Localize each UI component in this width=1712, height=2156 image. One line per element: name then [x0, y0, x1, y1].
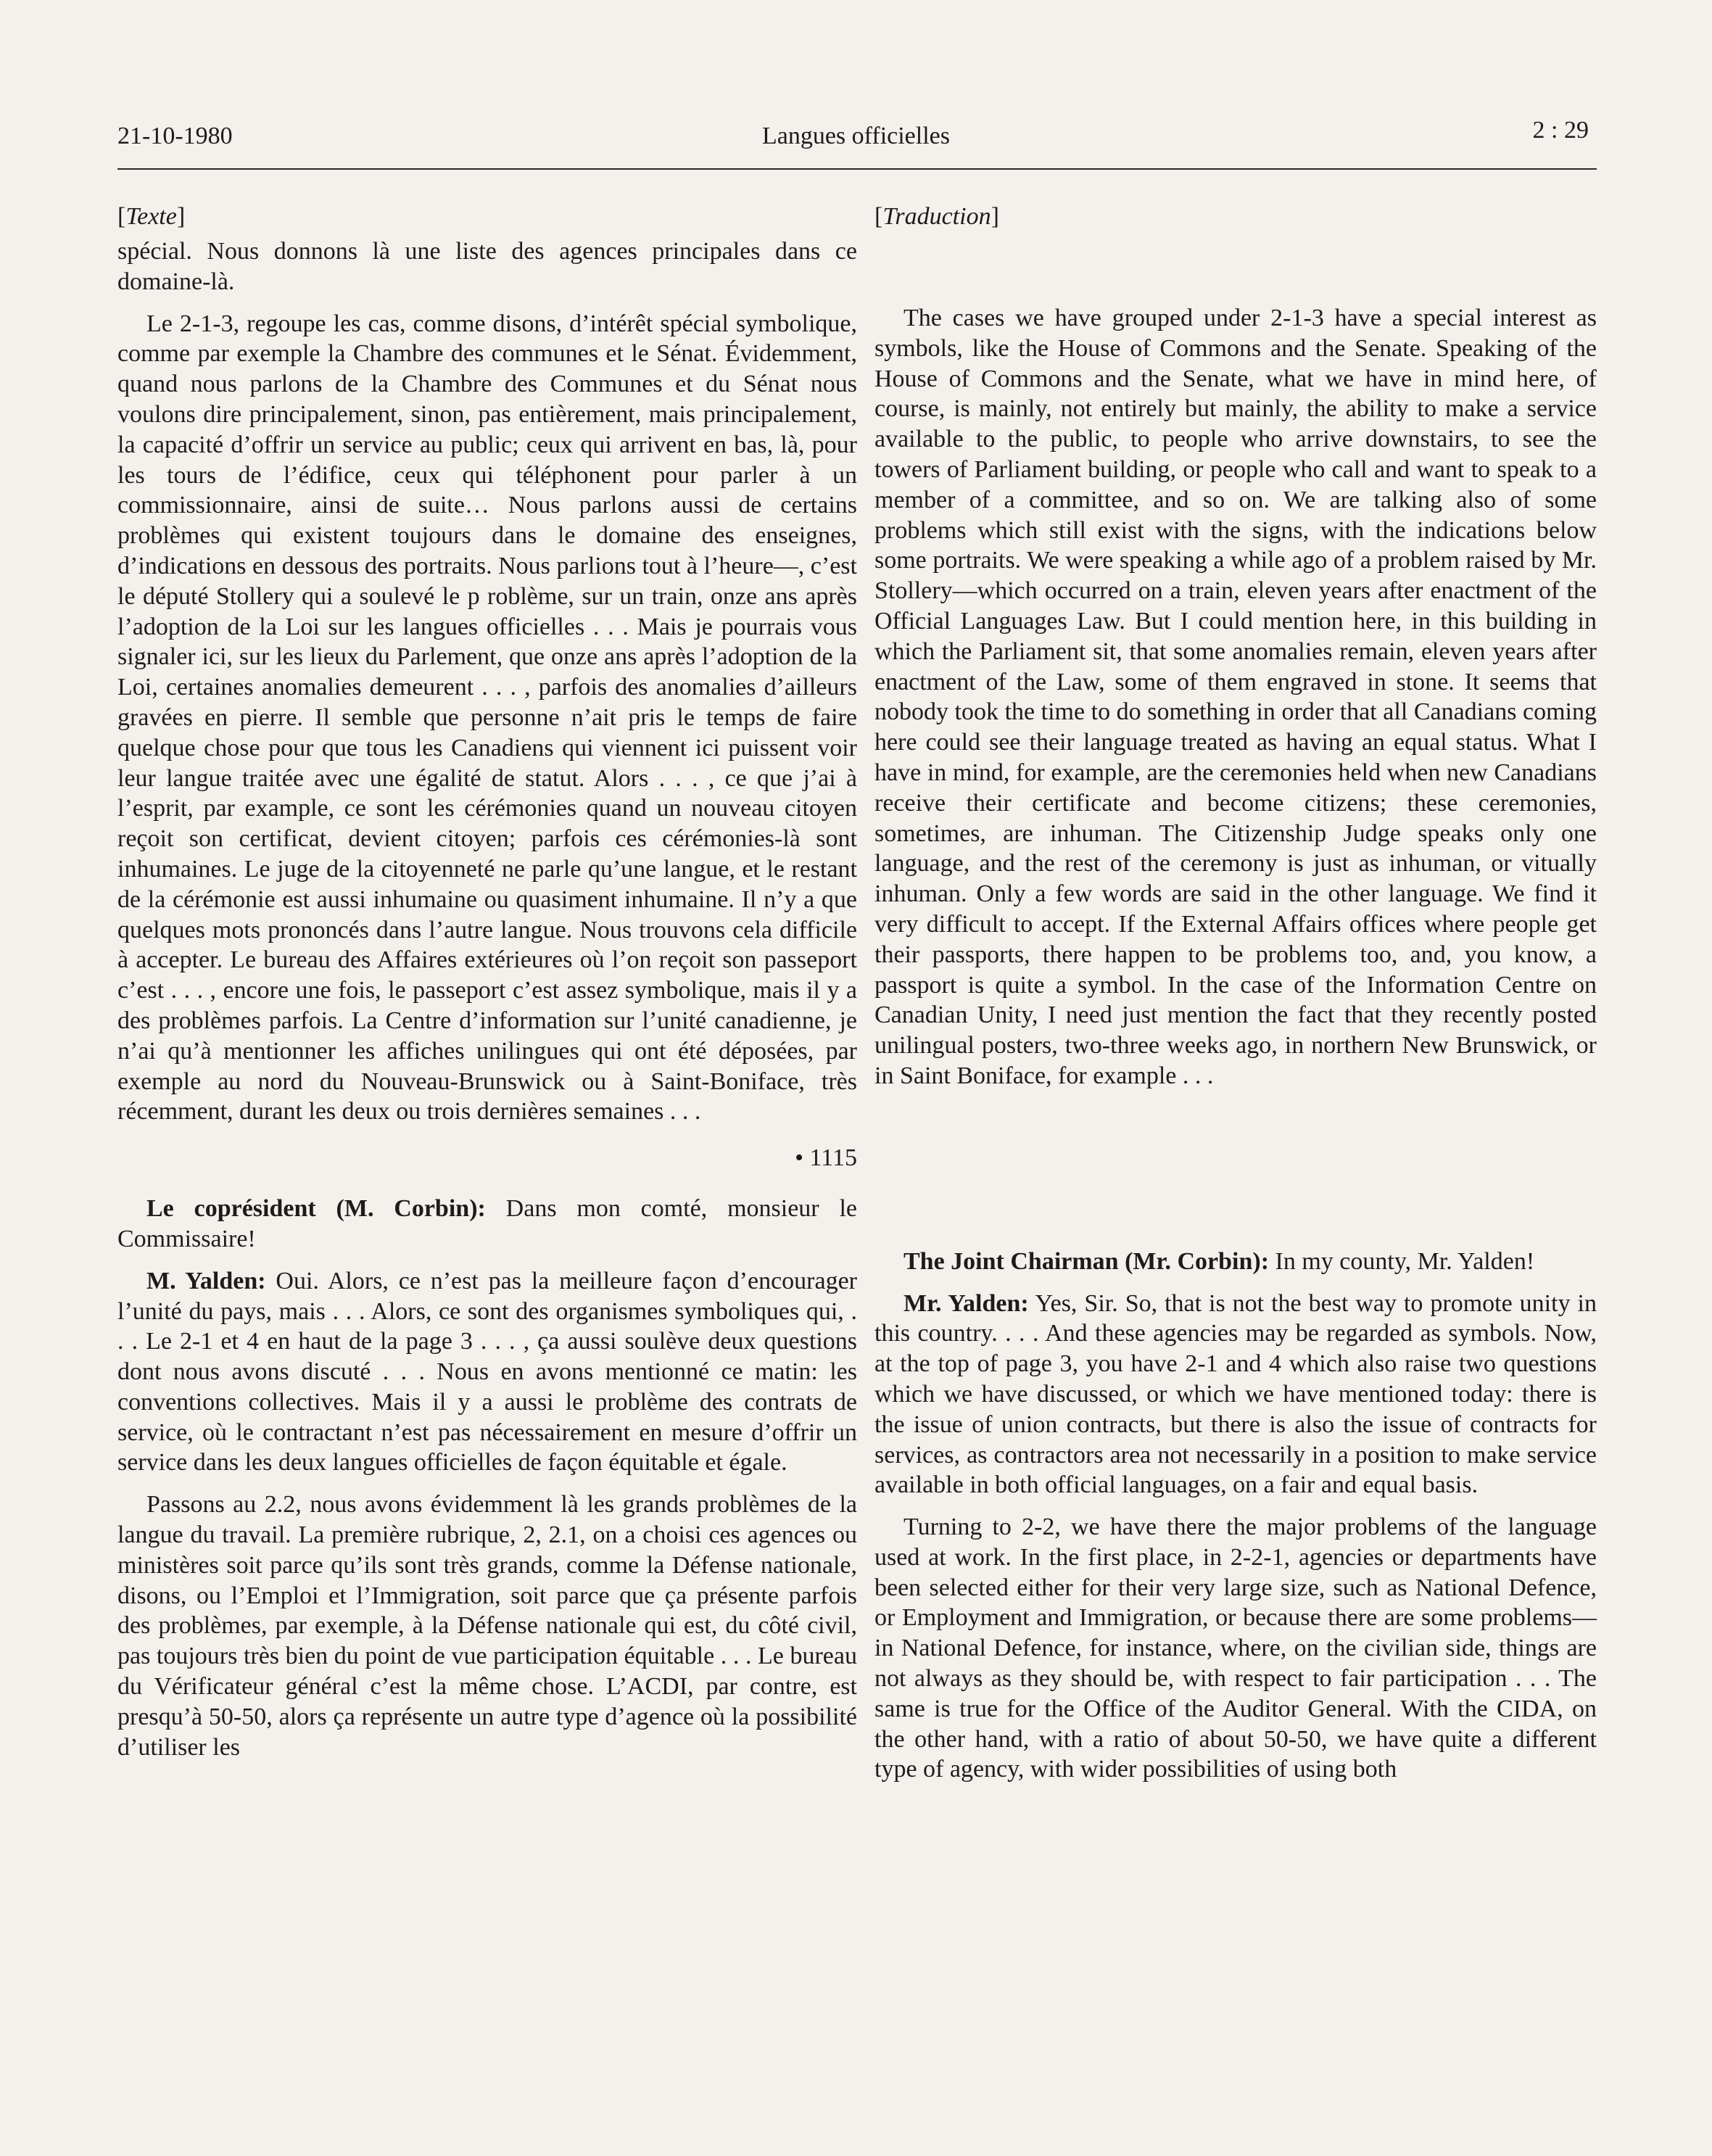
- time-marker: • 1115: [795, 1144, 857, 1172]
- right-column-tag: [Traduction]: [874, 203, 999, 230]
- header-title: Langues officielles: [761, 123, 950, 149]
- speaker-name: The Joint Chairman (Mr. Corbin):: [903, 1247, 1270, 1275]
- left-paragraph-5: Passons au 2.2, nous avons évidemment là les grands problèmes de la langue du travail. La première rubrique, 2, 2.1, on a choisi ces agences ou ministères soit parce qu’ils sont très grands, comme la Défense nationale, disons, ou l’Emploi et l’Immigration, soit parce que ça présente parfois des problèmes, par exemple, à la Défense nationale qui est, du côté civil, pas toujours très bien du point de vue participation équitable . . . Le bureau du Vérificateur général c’est la même chose. L’ACDI, par contre, est presqu’à 50-50, alors ça représente un autre type d’agence où la possibilité d’utiliser les: [117, 1491, 857, 1761]
- speaker-name: Le coprésident (M. Corbin):: [146, 1195, 486, 1223]
- spacer: [874, 1091, 1597, 1247]
- right-paragraph-2: The Joint Chairman (Mr. Corbin): In my county, Mr. Yalden!: [903, 1247, 1535, 1275]
- right-paragraph-3: Mr. Yalden: Yes, Sir. So, that is not the best way to promote unity in this country. . . . And these agencies may be regarded as symbols. Now, at the top of page 3, you have 2-1 and 4 which also raise two questions which we have discussed, or which we have mentioned today: there is the issue of union contracts, but there is also the issue of contracts for services, as contractors area not necessarily in a position to make service available in both official languages, on a fair and equal basis.: [874, 1289, 1597, 1499]
- left-paragraph-1: spécial. Nous donnons là une liste des agences principales dans ce domaine-là.: [117, 238, 857, 295]
- left-column-french: [117, 200, 857, 1762]
- left-paragraph-2: Le 2-1-3, regoupe les cas, comme disons, d’intérêt spécial symbolique, comme par exemple la Chambre des communes et le Sénat. Évidemment, quand nous parlons de la Chambre des Communes et du Sénat nous voulons dire principalement, sinon, pas entièrement, mais principalement, la capacité d’offrir un service au public; ceux qui arrivent en bas, là, pour les tours de l’édifice, ceux qui téléphonent pour parler à un commissionnaire, ainsi de suite… Nous parlons aussi de certains problèmes qui existent toujours dans le domaine des enseignes, d’indications en dessous des portraits. Nous parlions tout à l’heure—, c’est le député Stollery qui a soulevé le p roblème, sur un train, onze ans après l’adoption de la Loi sur les langues officielles . . . Mais je pourrais vous signaler ici, sur les lieux du Parlement, que onze ans après l’adoption de la Loi, certaines anomalies demeurent . . . , parfois des anomalies d’ailleurs gravées en pierre. Il semble que personne n’ait pris le temps de faire quelque chose pour que tous les Canadiens qui viennent ici puissent voir leur langue traitée avec une égalité de statut. Alors . . . , ce que j’ai à l’esprit, par example, ce sont les cérémonies quand un nouveau citoyen reçoit son certificat, devient citoyen; parfois ces cérémonies-là sont inhumaines. Le juge de la citoyenneté ne parle qu’une langue, et le restant de la cérémonie est aussi inhumaine ou quasiment inhumaine. Il n’y a que quelques mots prononcés dans l’autre langue. Nous trouvons cela difficile à accepter. Le bureau des Affaires extérieures où l’on reçoit son passeport c’est . . . , encore une fois, le passeport c’est assez symbolique, mais il y a des problèmes parfois. La Centre d’information sur l’unité canadienne, je n’ai qu’à mentionner les affiches unilingues qui ont été déposées, par exemple au nord du Nouveau-Brunswick ou à Saint-Boniface, très récemment, durant les deux ou trois dernières semaines . . .: [117, 310, 857, 1126]
- header-page-number: 2 : 29: [1532, 117, 1589, 144]
- header-rule: [117, 168, 1597, 170]
- speaker-name: M. Yalden:: [146, 1267, 266, 1294]
- right-paragraph-1: The cases we have grouped under 2-1-3 have a special interest as symbols, like the House of Commons and the Senate. Speaking of the House of Commons and the Senate, what we have in mind here, of course, is mainly, not entirely but mainly, the ability to make a service available to the public, to people who arrive downstairs, to see the towers of Parliament building, or people who call and want to speak to a member of a committee, and so on. We are talking also of some problems which still exist with the signs, with the indications below some portraits. We were speaking a while ago of a problem raised by Mr. Stollery—which occurred on a train, eleven years after enactment of the Official Languages Law. But I could mention here, in this building in which the Parliament sit, that some anomalies remain, eleven years after enactment of the Law, some of them engraved in stone. It seems that nobody took the time to do something in order that all Canadians coming here could see their language treated as having an equal status. What I have in mind, for example, are the ceremonies held when new Canadians receive their certificate and become citizens; these ceremonies, sometimes, are inhuman. The Citizenship Judge speaks only one language, and the rest of the ceremony is just as inhuman, or vitually inhuman. Only a few words are said in the other language. We find it very difficult to accept. If the External Affairs offices where people get their passports, there happen to be problems too, and, you know, a passport is quite a symbol. In the case of the Information Centre on Canadian Unity, I need just mention the fact that they recently posted unilingual posters, two-three weeks ago, in northern New Brunswick, or in Saint Boniface, for example . . .: [874, 305, 1597, 1089]
- right-paragraph-4: Turning to 2-2, we have there the major problems of the language used at work. In the first place, in 2-2-1, agencies or departments have been selected either for their very large size, such as National Defence, or Employment and Immigration, or because there are some problems—in National Defence, for instance, where, on the civilian side, things are not always as they should be, with respect to fair participation . . . The same is true for the Office of the Auditor General. With the CIDA, on the other hand, with a ratio of about 50-50, we have quite a different type of agency, with wider possibilities of using both: [874, 1513, 1597, 1783]
- speaker-name: Mr. Yalden:: [903, 1289, 1029, 1317]
- left-paragraph-3: Le coprésident (M. Corbin): Dans mon comté, monsieur le Commissaire!: [117, 1195, 857, 1252]
- right-column-english: [874, 200, 1597, 1785]
- header-date: 21-10-1980: [117, 123, 233, 149]
- left-column-tag: [Texte]: [117, 203, 186, 230]
- spacer: [874, 236, 1597, 303]
- left-paragraph-4: M. Yalden: Oui. Alors, ce n’est pas la meilleure façon d’encourager l’unité du pays, mais . . . Alors, ce sont des organismes symboliques qui, . . . Le 2-1 et 4 en haut de la page 3 . . . , ça aussi soulève deux questions dont nous avons discuté . . . Nous en avons mentionné ce matin: les conventions collectives. Mais il y a aussi le problème des contrats de service, où le contractant n’est pas nécessairement en mesure d’offrir un service dans les deux langues officielles de façon équitable et égale.: [117, 1267, 857, 1476]
